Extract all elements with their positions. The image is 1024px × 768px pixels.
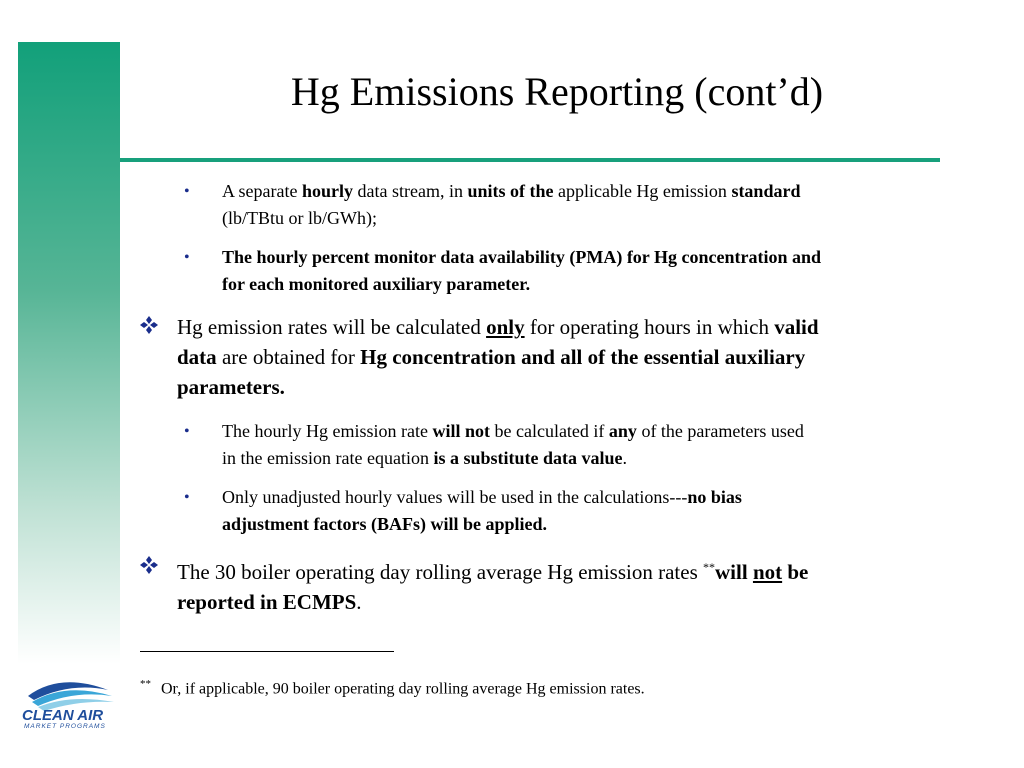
bullet-dot-icon: • — [184, 183, 190, 200]
main-bullet-rolling-average: The 30 boiler operating day rolling average Hg emission rates **will not be reported in ECMPS. — [177, 552, 808, 617]
footnote: ** Or, if applicable, 90 boiler operating day rolling average Hg emission rates. — [140, 678, 645, 698]
slide-title: Hg Emissions Reporting (cont’d) — [290, 69, 824, 114]
logo-subtitle: MARKET PROGRAMS — [24, 723, 106, 730]
sub-bullet-will-not-calc: • The hourly Hg emission rate will not be calculated if any of the parameters used in the emission rate equation is a substitute data value. — [222, 418, 804, 472]
diamond-bullet-icon — [139, 315, 159, 335]
clean-air-logo — [20, 674, 116, 730]
footnote-divider — [140, 651, 394, 652]
title-divider — [120, 158, 940, 162]
logo-wordmark: CLEAN AIR — [22, 707, 104, 724]
sub-bullet-unadjusted: • Only unadjusted hourly values will be used in the calculations---no bias adjustment factors (BAFs) will be applied. — [222, 484, 742, 538]
sub-bullet-hourly-stream: • A separate hourly data stream, in units of the applicable Hg emission standard (lb/TBtu or lb/GWh); — [222, 178, 800, 232]
bullet-dot-icon: • — [184, 489, 190, 506]
bullet-dot-icon: • — [184, 249, 190, 266]
diamond-bullet-icon — [139, 555, 159, 575]
side-gradient-bar — [18, 42, 120, 664]
main-bullet-valid-data: Hg emission rates will be calculated only for operating hours in which valid data are obtained for Hg concentration and all of the essential auxiliary parameters. — [177, 312, 819, 402]
bullet-dot-icon: • — [184, 423, 190, 440]
sub-bullet-pma: • The hourly percent monitor data availability (PMA) for Hg concentration and for each monitored auxiliary parameter. — [222, 244, 821, 298]
